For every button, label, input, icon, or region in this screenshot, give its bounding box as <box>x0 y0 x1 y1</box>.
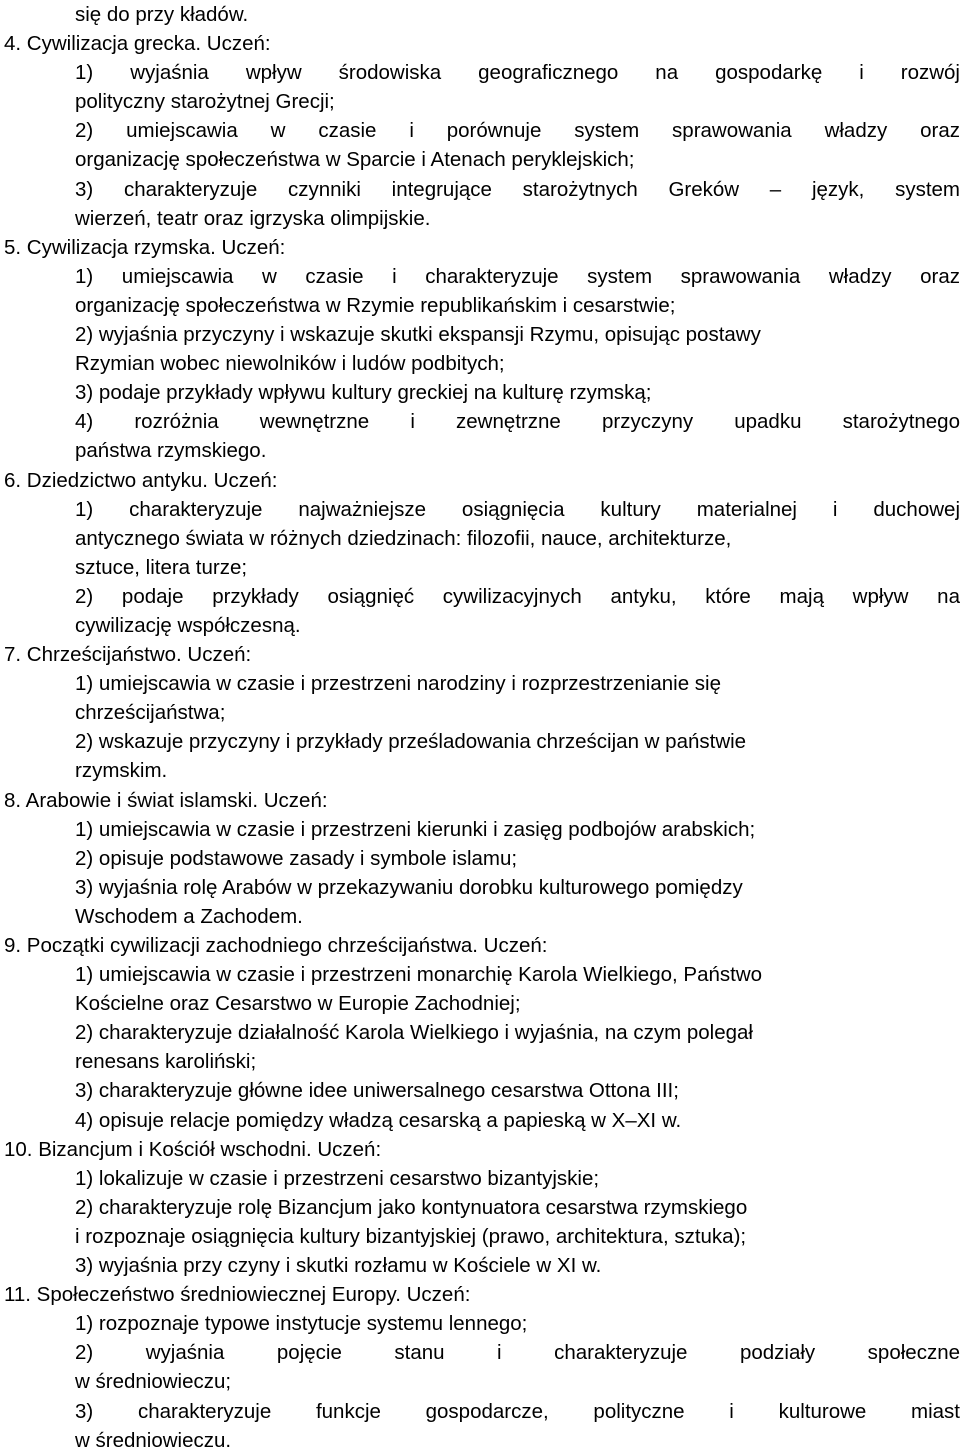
section-heading: 4. Cywilizacja grecka. Uczeń: <box>4 32 271 56</box>
curriculum-item-line: organizację społeczeństwa w Sparcie i Atenach peryklejskich; <box>75 148 635 172</box>
curriculum-item-line: 1) lokalizuje w czasie i przestrzeni cesarstwo bizantyjskie; <box>75 1166 600 1190</box>
section-heading: 10. Bizancjum i Kościół wschodni. Uczeń: <box>4 1137 382 1161</box>
curriculum-item-line: 2) wskazuje przyczyny i przykłady prześladowania chrześcijan w państwie <box>75 730 747 754</box>
curriculum-item-line: się do przy kładów. <box>75 3 249 26</box>
curriculum-item-line: polityczny starożytnej Grecji; <box>75 90 335 114</box>
section-heading: 9. Początki cywilizacji zachodniego chrześcijaństwa. Uczeń: <box>4 934 548 957</box>
curriculum-item-line: 1) wyjaśnia wpływ środowiska geograficznego na gospodarkę i rozwój <box>75 61 960 85</box>
curriculum-item-line: 2) podaje przykłady osiągnięć cywilizacyjnych antyku, które mają wpływ na <box>75 584 960 608</box>
curriculum-item-line: 3) charakteryzuje czynniki integrujące starożytnych Greków – język, system <box>75 177 960 201</box>
curriculum-item-line: rzymskim. <box>75 759 168 783</box>
curriculum-item-line: i rozpoznaje osiągnięcia kultury bizantyjskiej (prawo, architektura, sztuka); <box>75 1224 747 1248</box>
curriculum-item-line: 1) charakteryzuje najważniejsze osiągnięcia kultury materialnej i duchowej <box>75 497 960 521</box>
curriculum-item-line: 2) wyjaśnia przyczyny i wskazuje skutki ekspansji Rzymu, opisując postawy <box>75 323 761 347</box>
curriculum-item-line: Rzymian wobec niewolników i ludów podbitych; <box>75 352 505 376</box>
curriculum-item-line: 3) charakteryzuje główne idee uniwersalnego cesarstwa Ottona III; <box>75 1079 679 1103</box>
section-heading: 5. Cywilizacja rzymska. Uczeń: <box>4 235 286 259</box>
curriculum-item-line: 2) wyjaśnia pojęcie stanu i charakteryzuje podziały społeczne <box>75 1341 960 1365</box>
curriculum-item-line: cywilizację współczesną. <box>75 613 301 637</box>
curriculum-item-line: Wschodem a Zachodem. <box>75 904 303 928</box>
curriculum-item-line: 2) charakteryzuje działalność Karola Wielkiego i wyjaśnia, na czym polegał <box>75 1021 753 1045</box>
curriculum-item-line: 4) rozróżnia wewnętrzne i zewnętrzne przyczyny upadku starożytnego <box>75 410 960 434</box>
curriculum-item-line: organizację społeczeństwa w Rzymie republikańskim i cesarstwie; <box>75 293 676 317</box>
curriculum-item-line: w średniowieczu; <box>75 1370 232 1394</box>
curriculum-item-line: 2) opisuje podstawowe zasady i symbole islamu; <box>75 846 518 870</box>
curriculum-item-line: 3) charakteryzuje funkcje gospodarcze, polityczne i kulturowe miast <box>75 1399 960 1423</box>
section-heading: 8. Arabowie i świat islamski. Uczeń: <box>4 788 328 812</box>
curriculum-item-line: 3) wyjaśnia rolę Arabów w przekazywaniu dorobku kulturowego pomiędzy <box>75 875 743 899</box>
curriculum-item-line: 1) umiejscawia w czasie i przestrzeni narodziny i rozprzestrzenianie się <box>75 672 722 696</box>
curriculum-item-line: renesans karoliński; <box>75 1050 257 1074</box>
section-heading: 7. Chrześcijaństwo. Uczeń: <box>4 643 252 667</box>
section-heading: 6. Dziedzictwo antyku. Uczeń: <box>4 468 278 492</box>
curriculum-item-line: Kościelne oraz Cesarstwo w Europie Zachodniej; <box>75 992 521 1016</box>
curriculum-item-line: 3) podaje przykłady wpływu kultury greckiej na kulturę rzymską; <box>75 381 652 405</box>
curriculum-item-line: 4) opisuje relacje pomiędzy władzą cesarską a papieską w X–XI w. <box>75 1108 682 1132</box>
curriculum-item-line: 1) rozpoznaje typowe instytucje systemu lennego; <box>75 1312 528 1336</box>
curriculum-item-line: 1) umiejscawia w czasie i przestrzeni kierunki i zasięg podbojów arabskich; <box>75 817 756 841</box>
curriculum-item-line: sztuce, litera turze; <box>75 555 248 579</box>
curriculum-item-line: w średniowieczu. <box>75 1428 232 1452</box>
section-heading: 11. Społeczeństwo średniowiecznej Europy. Uczeń: <box>4 1283 471 1307</box>
curriculum-item-line: 3) wyjaśnia przy czyny i skutki rozłamu w Kościele w XI w. <box>75 1254 602 1278</box>
curriculum-item-line: 1) umiejscawia w czasie i przestrzeni monarchię Karola Wielkiego, Państwo <box>75 963 763 987</box>
curriculum-item-line: 2) charakteryzuje rolę Bizancjum jako kontynuatora cesarstwa rzymskiego <box>75 1195 748 1219</box>
curriculum-item-line: państwa rzymskiego. <box>75 439 267 463</box>
curriculum-item-line: antycznego świata w różnych dziedzinach: filozofii, nauce, architekturze, <box>75 526 732 550</box>
curriculum-item-line: wierzeń, teatr oraz igrzyska olimpijskie. <box>75 206 431 230</box>
curriculum-item-line: chrześcijaństwa; <box>75 701 226 725</box>
curriculum-item-line: 1) umiejscawia w czasie i charakteryzuje system sprawowania władzy oraz <box>75 264 960 288</box>
curriculum-item-line: 2) umiejscawia w czasie i porównuje system sprawowania władzy oraz <box>75 119 960 143</box>
